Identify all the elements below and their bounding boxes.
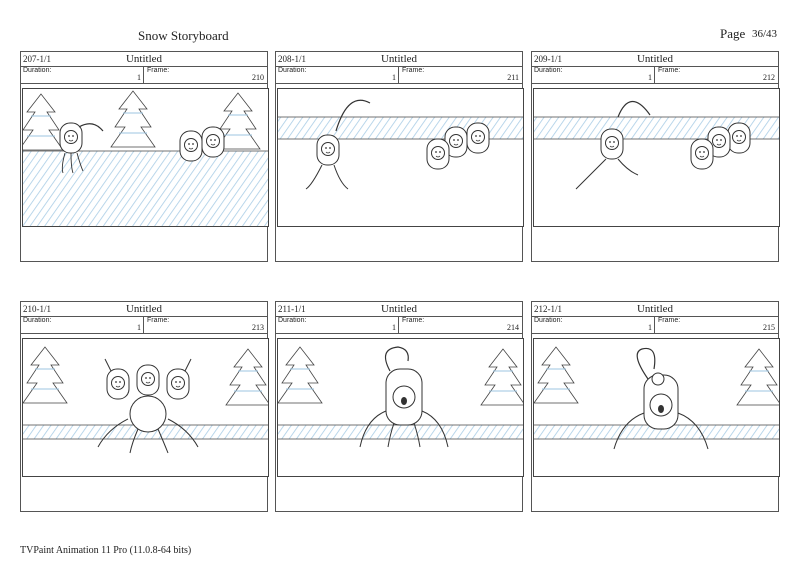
frame-thumbnail[interactable] (277, 338, 524, 477)
frame-value: 211 (507, 73, 519, 82)
duration-value: 1 (137, 323, 141, 332)
shot-title: Untitled (125, 53, 163, 65)
shot-title: Untitled (380, 303, 418, 315)
shot-number: 212-1/1 (534, 304, 562, 314)
frame-thumbnail[interactable] (533, 338, 780, 477)
page-label: Page (720, 26, 746, 41)
frame-label: Frame: (402, 317, 425, 324)
panel-header (532, 302, 778, 317)
meta-divider (143, 316, 144, 333)
storyboard-panel[interactable] (531, 301, 779, 512)
scene-drawing (278, 339, 523, 476)
scene-drawing (278, 89, 523, 226)
storyboard-panel[interactable] (531, 51, 779, 262)
frame-label: Frame: (658, 67, 681, 74)
meta-divider (398, 316, 399, 333)
duration-label: Duration: (278, 67, 307, 74)
duration-value: 1 (648, 323, 652, 332)
frame-thumbnail[interactable] (22, 338, 269, 477)
meta-divider (398, 66, 399, 83)
storyboard-panel[interactable] (20, 51, 268, 262)
panel-meta-row (532, 316, 778, 334)
frame-thumbnail[interactable] (22, 88, 269, 227)
panel-header (21, 52, 267, 67)
panel-header (532, 52, 778, 67)
panel-meta-row (21, 66, 267, 84)
duration-value: 1 (392, 323, 396, 332)
duration-label: Duration: (23, 67, 52, 74)
shot-number: 209-1/1 (534, 54, 562, 64)
duration-value: 1 (137, 73, 141, 82)
frame-thumbnail[interactable] (277, 88, 524, 227)
panel-header (276, 52, 522, 67)
frame-value: 213 (252, 323, 264, 332)
shot-number: 210-1/1 (23, 304, 51, 314)
duration-label: Duration: (534, 67, 563, 74)
frame-thumbnail[interactable] (533, 88, 780, 227)
panel-meta-row (276, 316, 522, 334)
duration-value: 1 (392, 73, 396, 82)
duration-value: 1 (648, 73, 652, 82)
shot-number: 211-1/1 (278, 304, 306, 314)
shot-title: Untitled (636, 303, 674, 315)
panel-meta-row (21, 316, 267, 334)
frame-value: 215 (763, 323, 775, 332)
duration-label: Duration: (23, 317, 52, 324)
duration-label: Duration: (534, 317, 563, 324)
page-number: 36/43 (752, 28, 778, 40)
shot-number: 207-1/1 (23, 54, 51, 64)
panel-header (276, 302, 522, 317)
panel-meta-row (276, 66, 522, 84)
shot-number: 208-1/1 (278, 54, 306, 64)
shot-title: Untitled (636, 53, 674, 65)
scene-drawing (23, 339, 268, 476)
meta-divider (654, 316, 655, 333)
frame-value: 210 (252, 73, 264, 82)
storyboard-panel[interactable] (275, 301, 523, 512)
meta-divider (654, 66, 655, 83)
app-footer: TVPaint Animation 11 Pro (11.0.8-64 bits) (20, 545, 192, 556)
shot-title: Untitled (125, 303, 163, 315)
duration-label: Duration: (278, 317, 307, 324)
frame-label: Frame: (147, 67, 170, 74)
meta-divider (143, 66, 144, 83)
frame-value: 212 (763, 73, 775, 82)
scene-drawing (534, 89, 779, 226)
panel-header (21, 302, 267, 317)
storyboard-panel[interactable] (20, 301, 268, 512)
scene-drawing (534, 339, 779, 476)
scene-drawing (23, 89, 268, 226)
frame-label: Frame: (147, 317, 170, 324)
document-title: Snow Storyboard (138, 28, 229, 43)
shot-title: Untitled (380, 53, 418, 65)
frame-label: Frame: (658, 317, 681, 324)
frame-value: 214 (507, 323, 519, 332)
frame-label: Frame: (402, 67, 425, 74)
storyboard-panel[interactable] (275, 51, 523, 262)
panel-meta-row (532, 66, 778, 84)
